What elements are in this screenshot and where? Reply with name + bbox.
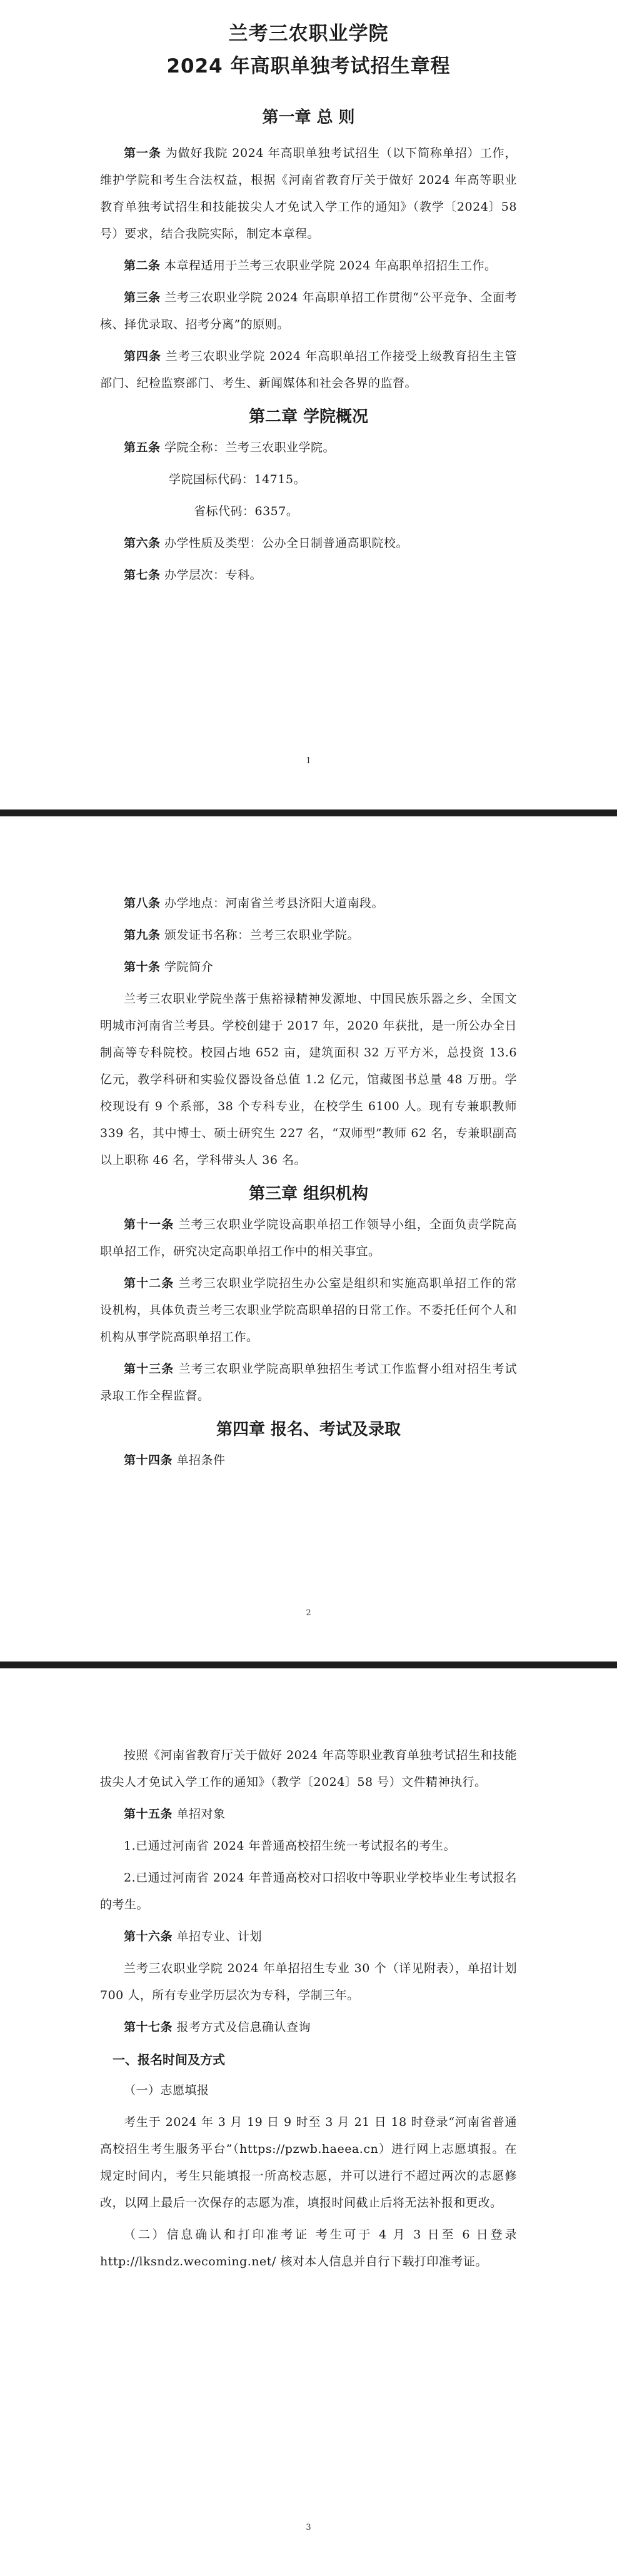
- policy-reference: 按照《河南省教育厅关于做好 2024 年高等职业教育单独考试招生和技能拔尖人才免试入学工作的通知》（教学〔2024〕58 号）文件精神执行。: [100, 1748, 517, 1789]
- document-page-1: [0, 0, 617, 809]
- page-number: 2: [306, 1608, 311, 1618]
- document-page-3: [0, 1668, 617, 2576]
- article-label: 第一条: [124, 146, 161, 160]
- article-text: 学院全称：兰考三农职业学院。: [160, 441, 336, 454]
- article-10: [100, 954, 517, 981]
- admission-ticket-instructions: （二）信息确认和打印准考证 考生可于 4 月 3 日至 6 日登录 http://lksndz.wecoming.net/ 核对本人信息并自行下载打印准考证。: [100, 2228, 517, 2268]
- article-label: 第四条: [124, 349, 161, 363]
- article-text: 单招专业、计划: [173, 1930, 263, 1943]
- article-label: 第六条: [124, 536, 161, 550]
- document-title-line1: 兰考三农职业学院: [228, 23, 389, 45]
- chapter-2-heading: 第二章 学院概况: [248, 408, 369, 426]
- document-page-2: [0, 816, 617, 1661]
- article-label: 第五条: [124, 441, 161, 454]
- article-label: 第三条: [124, 291, 161, 304]
- eligibility-item-1: 1.已通过河南省 2024 年普通高校招生统一考试报名的考生。: [124, 1839, 456, 1853]
- article-text: 报考方式及信息确认查询: [173, 2020, 311, 2034]
- article-label: 第十五条: [124, 1807, 173, 1821]
- article-14: [100, 1447, 517, 1474]
- article-text: 兰考三农职业学院 2024 年高职单招工作接受上级教育招生主管部门、纪检监察部门、考生、新闻媒体和社会各界的监督。: [100, 349, 517, 390]
- national-code-line: 学院国标代码：14715。: [169, 473, 306, 486]
- article-12: [100, 1270, 517, 1351]
- article-text: 兰考三农职业学院 2024 年高职单招工作贯彻“公平竞争、全面考核、择优录取、招考分离”的原则。: [100, 291, 517, 331]
- document-title-line2: 2024 年高职单独考试招生章程: [166, 55, 451, 78]
- section-registration-heading: 一、报名时间及方式: [113, 2052, 225, 2067]
- article-13: [100, 1356, 517, 1410]
- article-label: 第十六条: [124, 1930, 173, 1943]
- article-label: 第十二条: [124, 1276, 174, 1290]
- chapter-4-heading: 第四章 报名、考试及录取: [216, 1420, 401, 1439]
- chapter-1-heading: 第一章 总 则: [262, 108, 355, 127]
- enrollment-plan: 兰考三农职业学院 2024 年单招招生专业 30 个（详见附表），单招计划 700 人，所有专业学历层次为专科，学制三年。: [100, 1962, 517, 2002]
- article-2: [100, 253, 517, 279]
- article-label: 第七条: [124, 568, 161, 582]
- article-3: [100, 284, 517, 338]
- page-divider: [0, 809, 617, 816]
- article-label: 第十三条: [124, 1362, 174, 1376]
- article-text: 办学性质及类型：公办全日制普通高职院校。: [160, 536, 409, 550]
- article-label: 第九条: [124, 928, 161, 942]
- article-label: 第十七条: [124, 2020, 173, 2034]
- application-instructions: 考生于 2024 年 3 月 19 日 9 时至 3 月 21 日 18 时登录“河南省普通高校招生考生服务平台”（https://pzwb.haeea.cn）进行网上志愿填报。在规定时间内，考生只能填报一所高校志愿，并可以进行不超过两次的志愿修改，以网上最后一次保存的志愿为准，填报时间截止后将无法补报和更改。: [100, 2115, 517, 2210]
- article-11: [100, 1211, 517, 1265]
- article-text: 兰考三农职业学院招生办公室是组织和实施高职单招工作的常设机构，具体负责兰考三农职业学院高职单招的日常工作。不委托任何个人和机构从事学院高职单招工作。: [100, 1276, 517, 1344]
- article-text: 兰考三农职业学院高职单独招生考试工作监督小组对招生考试录取工作全程监督。: [100, 1362, 517, 1403]
- article-9: [100, 922, 517, 949]
- subsection-application-heading: （一）志愿填报: [124, 2083, 209, 2097]
- article-text: 学院简介: [160, 960, 214, 974]
- article-17: [100, 2014, 517, 2041]
- article-text: 本章程适用于兰考三农职业学院 2024 年高职单招招生工作。: [160, 259, 497, 273]
- article-text: 为做好我院 2024 年高职单独考试招生（以下简称单招）工作，维护学院和考生合法权益，根据《河南省教育厅关于做好 2024 年高等职业教育单独考试招生和技能拔尖人才免试入学工作的通知》（教学〔2024〕58 号）要求，结合我院实际，制定本章程。: [100, 146, 517, 241]
- article-text: 办学地点：河南省兰考县济阳大道南段。: [160, 896, 384, 910]
- page-number: 1: [306, 756, 311, 766]
- article-text: 兰考三农职业学院设高职单招工作领导小组，全面负责学院高职单招工作，研究决定高职单招工作中的相关事宜。: [100, 1218, 517, 1258]
- article-text: 颁发证书名称：兰考三农职业学院。: [160, 928, 360, 942]
- province-code-line: 省标代码：6357。: [194, 504, 299, 518]
- college-intro: 兰考三农职业学院坐落于焦裕禄精神发源地、中国民族乐器之乡、全国文明城市河南省兰考县。学校创建于 2017 年，2020 年获批，是一所公办全日制高等专科院校。校园占地 652 亩，建筑面积 32 万平方米，总投资 13.6 亿元，教学科研和实验仪器设备总值 1.2 亿元，馆藏图书总量 48 万册。学校现设有 9 个系部，38 个专科专业，在校学生 6100 人。现有专兼职教师 339 名，其中博士、硕士研究生 227 名，“双师型”教师 62 名，专兼职副高以上职称 46 名，学科带头人 36 名。: [100, 992, 517, 1167]
- article-15: [100, 1801, 517, 1828]
- article-text: 单招条件: [173, 1453, 226, 1467]
- chapter-3-heading: 第三章 组织机构: [248, 1185, 369, 1203]
- article-text: 办学层次：专科。: [160, 568, 263, 582]
- article-label: 第十一条: [124, 1218, 174, 1231]
- article-label: 第十条: [124, 960, 161, 974]
- article-label: 第二条: [124, 259, 161, 273]
- article-16: [100, 1923, 517, 1950]
- article-6: [100, 530, 517, 557]
- article-7: [100, 562, 517, 589]
- article-text: 单招对象: [173, 1807, 226, 1821]
- article-label: 第八条: [124, 896, 161, 910]
- article-label: 第十四条: [124, 1453, 173, 1467]
- article-8: [100, 890, 517, 917]
- article-5: [100, 434, 517, 461]
- article-4: [100, 343, 517, 397]
- eligibility-item-2: 2.已通过河南省 2024 年普通高校对口招收中等职业学校毕业生考试报名的考生。: [100, 1871, 517, 1912]
- article-1: [100, 140, 517, 248]
- page-number: 3: [306, 2523, 311, 2532]
- page-divider: [0, 1661, 617, 1668]
